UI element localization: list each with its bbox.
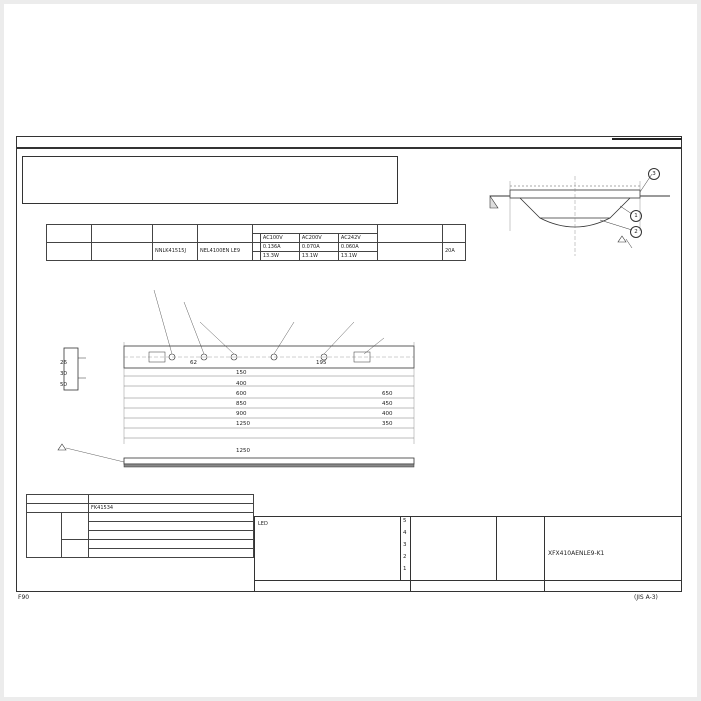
accessory-row-label (27, 504, 89, 513)
dim-row-right: 450 (382, 401, 393, 407)
voltage-header: AC100V (260, 234, 299, 243)
spec-header (153, 225, 198, 243)
dim-row-left: 850 (236, 401, 247, 407)
spec-header (378, 225, 443, 243)
dim-row-left: 1250 (236, 421, 250, 427)
unit-model: NNLK41515J (153, 243, 198, 261)
title-divider (400, 516, 401, 580)
accessory-row-value (89, 540, 254, 549)
spec-header-blank (253, 234, 261, 243)
power-label (253, 252, 261, 261)
dim-center: 62 (190, 360, 197, 366)
safety-box (22, 156, 398, 204)
power-value: 13.3W (260, 252, 299, 261)
spec-table (46, 224, 466, 261)
voltage-header: AC242V (338, 234, 377, 243)
current-value: 0.136A (260, 243, 299, 252)
power-value: 13.1W (299, 252, 338, 261)
accessory-row-value (89, 513, 254, 522)
accessory-row-value (89, 522, 254, 531)
lumen-value (378, 243, 443, 261)
title-left-rows (258, 518, 398, 534)
accessory-sub (62, 540, 89, 558)
spec-header (198, 225, 253, 243)
model-number: XFX410AENLE9-K1 (548, 550, 605, 557)
dim-left: 50 (60, 382, 67, 388)
dim-row-right: 350 (382, 421, 393, 427)
spec-header (253, 225, 378, 234)
voltage-header: AC200V (299, 234, 338, 243)
callout-1: 1 (630, 210, 642, 222)
title-left-row: LED (258, 521, 268, 527)
spec-sheet (4, 4, 697, 697)
rev-number: 4 (403, 530, 407, 536)
title-divider (254, 580, 682, 581)
title-divider (496, 516, 497, 580)
dim-row-left: 400 (236, 381, 247, 387)
accessory-sub (62, 513, 89, 540)
spec-header (47, 225, 92, 243)
accessory-header-blank (27, 495, 89, 504)
rev-number: 1 (403, 566, 407, 572)
dim-row-left: 150 (236, 370, 247, 376)
footer-left: F90 (18, 594, 30, 601)
rev-number: 5 (403, 518, 407, 524)
dim-row-right: 650 (382, 391, 393, 397)
rev-number: 2 (403, 554, 407, 560)
current-value: 0.070A (299, 243, 338, 252)
callout-2: 2 (630, 226, 642, 238)
terminal-value: 20A (443, 243, 466, 261)
accessory-header (89, 495, 254, 504)
spec-header (92, 225, 153, 243)
spec-header-terminal (443, 225, 466, 243)
accessory-group (27, 513, 62, 558)
dim-left: 30 (60, 371, 67, 377)
footer-right: (JIS A-3) (634, 594, 658, 601)
dim-left: 26 (60, 360, 67, 366)
notes-block (428, 280, 680, 284)
accessory-row-value: FK41534 (89, 504, 254, 513)
current-label (253, 243, 261, 252)
model-full (92, 243, 153, 261)
row-label (47, 243, 92, 261)
plan-drawing (24, 266, 424, 494)
accessory-row-value (89, 531, 254, 540)
accessory-table (26, 494, 254, 558)
callout-3: 3 (648, 168, 660, 180)
top-notice-box (16, 136, 682, 148)
dim-row-left: 900 (236, 411, 247, 417)
power-value: 13.1W (338, 252, 377, 261)
current-value: 0.060A (338, 243, 377, 252)
accessory-row-value (89, 549, 254, 558)
dim-center: 195 (316, 360, 327, 366)
dim-row-right: 400 (382, 411, 393, 417)
green-purchase-badge (612, 138, 682, 140)
rev-number: 3 (403, 542, 407, 548)
light-bar-model: NEL4100EN LE9 (198, 243, 253, 261)
dim-total-length: 1250 (236, 448, 250, 454)
dim-row-left: 600 (236, 391, 247, 397)
